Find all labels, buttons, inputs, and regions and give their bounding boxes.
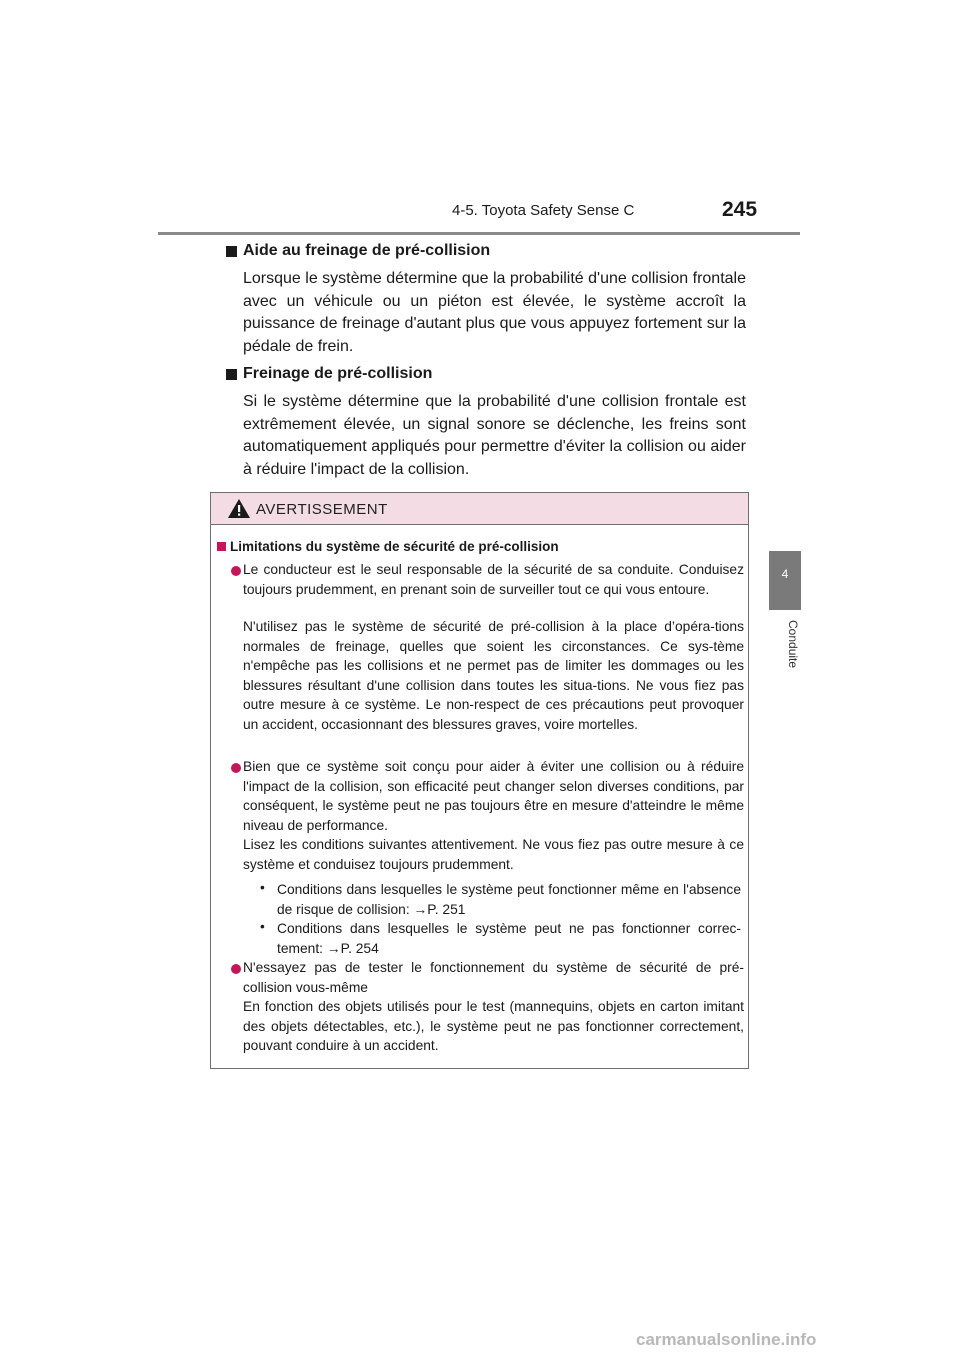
dot-bullet-icon [231, 566, 241, 576]
warning-subitem: Conditions dans lesquelles le système peut ne pas fonctionner correc-tement: →P. 254 [277, 921, 741, 956]
warning-item: N'essayez pas de tester le fonctionnement du système de sécurité de pré-collision vous-même [243, 960, 744, 995]
warning-subheading-text: Limitations du système de sécurité de pré-collision [230, 539, 559, 554]
page-number: 245 [722, 198, 758, 221]
warning-item: En fonction des objets utilisés pour le test (mannequins, objets en carton imitant des objets détectables, etc.), le système peut ne pas fonctionner correctement, pouvant conduire à un accident. [243, 999, 744, 1054]
warning-subheading [217, 539, 559, 554]
chapter-label: Conduite [786, 620, 800, 669]
section-heading [226, 365, 432, 383]
chapter-number: 4 [781, 567, 789, 581]
warning-title: AVERTISSEMENT [256, 501, 388, 518]
chapter-tab[interactable] [769, 551, 801, 610]
warning-box [210, 492, 749, 1069]
section-heading [226, 242, 490, 260]
warning-header [211, 493, 748, 525]
warning-item: Le conducteur est le seul responsable de la sécurité de sa conduite. Conduisez toujours prudemment, en prenant soin de surveiller tout ce qui vous entoure. [243, 562, 744, 597]
square-bullet-icon [226, 246, 237, 257]
section-heading-text: Aide au freinage de pré-collision [243, 242, 491, 259]
section-heading-text: Freinage de pré-collision [243, 365, 433, 382]
warning-subitem: Conditions dans lesquelles le système peut fonctionner même en l'absence de risque de collision: →P. 251 [277, 882, 741, 917]
section-paragraph: Si le système détermine que la probabilité d'une collision frontale est extrêmement élevée, un signal sonore se déclenche, les freins sont automatiquement appliqués pour permettre d'éviter la collision ou aider à réduire l'impact de la collision. [243, 393, 746, 479]
watermark: carmanualsonline.info [636, 1330, 817, 1349]
warning-item: Bien que ce système soit conçu pour aider à éviter une collision ou à réduire l'impact de la collision, son efficacité peut changer selon diverses conditions, par conséquent, le système peut ne pas toujours être en mesure d'atteindre le même niveau de performance. [243, 759, 744, 833]
warning-item: N'utilisez pas le système de sécurité de pré-collision à la place d’opéra-tions normales de freinage, quelles que soient les circonstances. Ce sys-tème n'empêche pas les collisions et ne permet pas de limiter les dommages ou les blessures résultant d'une collision dans toutes les situa-tions. Ne vous fiez pas outre mesure à ce système. Le non-respect de ces précautions peut provoquer un accident, occasionnant des blessures graves, voire mortelles. [243, 619, 744, 732]
dot-bullet-icon [231, 763, 241, 773]
section-title: 4-5. Toyota Safety Sense C [452, 202, 635, 219]
sub-bullet: • [260, 919, 265, 934]
header-rule [158, 232, 800, 235]
square-bullet-icon [217, 542, 226, 551]
dot-bullet-icon [231, 964, 241, 974]
warning-triangle-icon [227, 498, 251, 519]
square-bullet-icon [226, 369, 237, 380]
warning-item: Lisez les conditions suivantes attentivement. Ne vous fiez pas outre mesure à ce système et conduisez toujours prudemment. [243, 837, 744, 872]
section-paragraph: Lorsque le système détermine que la probabilité d'une collision frontale avec un véhicule ou un piéton est élevée, le système accroît la puissance de freinage d'autant plus que vous appuyez fortement sur la pédale de frein. [243, 270, 746, 356]
sub-bullet: • [260, 880, 265, 895]
